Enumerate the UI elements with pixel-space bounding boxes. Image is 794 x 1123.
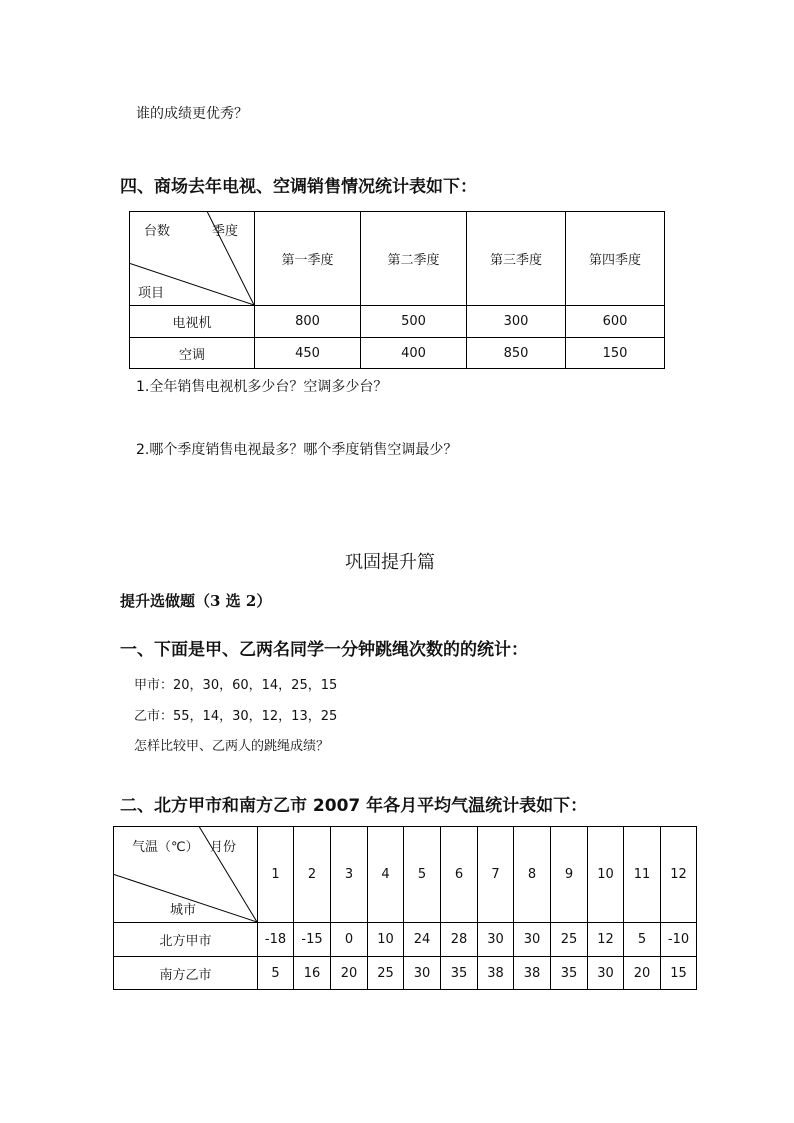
table-cell: 38 (478, 957, 514, 990)
sales-table (129, 211, 665, 369)
table-cell: 35 (551, 957, 588, 990)
table-cell: -15 (294, 923, 331, 957)
table-cell: 28 (441, 923, 478, 957)
section4-question-2: 2.哪个季度销售电视最多？哪个季度销售空调最少？ (136, 442, 458, 458)
table-cell: 0 (331, 923, 368, 957)
section2-heading: 二、北方甲市和南方乙市 2007 年各月平均气温统计表如下： (120, 796, 588, 816)
month-header: 11 (624, 827, 661, 923)
table-cell: -18 (258, 923, 294, 957)
section1-heading: 一、下面是甲、乙两名同学一分钟跳绳次数的的统计： (120, 640, 528, 660)
part-title: 巩固提升篇 (345, 552, 435, 573)
table-row (130, 306, 665, 338)
table-cell: 450 (255, 338, 361, 369)
section1-question: 怎样比较甲、乙两人的跳绳成绩？ (134, 739, 330, 754)
table-cell: 12 (588, 923, 624, 957)
sales-corner-cell (130, 212, 255, 306)
temperature-table (113, 826, 697, 990)
month-header: 12 (661, 827, 697, 923)
table-cell: 20 (331, 957, 368, 990)
table-row (114, 923, 697, 957)
table-cell: 20 (624, 957, 661, 990)
table-cell: 16 (294, 957, 331, 990)
table-cell: 300 (467, 306, 566, 338)
sales-corner-top-right: 季度 (212, 224, 239, 239)
row-label: 南方乙市 (114, 957, 258, 990)
table-cell: 5 (624, 923, 661, 957)
table-cell: 5 (258, 957, 294, 990)
month-header: 3 (331, 827, 368, 923)
table-cell: 35 (441, 957, 478, 990)
table-cell: 15 (661, 957, 697, 990)
table-cell: 400 (361, 338, 467, 369)
table-cell: 25 (368, 957, 404, 990)
table-cell: 500 (361, 306, 467, 338)
month-header: 5 (404, 827, 441, 923)
sales-column-header: 第二季度 (361, 212, 467, 306)
table-cell: 30 (588, 957, 624, 990)
table-cell: 600 (566, 306, 665, 338)
sales-column-header: 第四季度 (566, 212, 665, 306)
row-label: 空调 (130, 338, 255, 369)
table-cell: 30 (478, 923, 514, 957)
table-cell: -10 (661, 923, 697, 957)
temperature-corner-cell (114, 827, 258, 923)
month-header: 10 (588, 827, 624, 923)
month-header: 9 (551, 827, 588, 923)
sales-column-header: 第三季度 (467, 212, 566, 306)
table-row (130, 338, 665, 369)
temperature-corner-top-left: 气温（℃） (132, 840, 199, 855)
month-header: 7 (478, 827, 514, 923)
month-header: 4 (368, 827, 404, 923)
table-cell: 38 (514, 957, 551, 990)
table-cell: 24 (404, 923, 441, 957)
row-label: 北方甲市 (114, 923, 258, 957)
table-cell: 25 (551, 923, 588, 957)
table-cell: 10 (368, 923, 404, 957)
table-cell: 30 (514, 923, 551, 957)
sales-column-header: 第一季度 (255, 212, 361, 306)
month-header: 6 (441, 827, 478, 923)
temperature-corner-top-right: 月份 (210, 840, 237, 855)
table-cell: 150 (566, 338, 665, 369)
intro-question: 谁的成绩更优秀？ (136, 106, 248, 122)
table-cell: 850 (467, 338, 566, 369)
table-cell: 30 (404, 957, 441, 990)
temperature-corner-bottom: 城市 (170, 903, 197, 918)
month-header: 8 (514, 827, 551, 923)
month-header: 1 (258, 827, 294, 923)
section4-question-1: 1.全年销售电视机多少台？空调多少台？ (136, 379, 388, 395)
month-header: 2 (294, 827, 331, 923)
table-row (114, 957, 697, 990)
row-label: 电视机 (130, 306, 255, 338)
sub-title: 提升选做题（3 选 2） (120, 592, 272, 610)
section1-line-a: 甲市：20，30，60，14，25，15 (134, 678, 338, 693)
table-cell: 800 (255, 306, 361, 338)
section1-line-b: 乙市：55，14，30，12，13，25 (134, 709, 338, 724)
sales-corner-bottom: 项目 (138, 286, 165, 301)
section4-heading: 四、商场去年电视、空调销售情况统计表如下： (120, 177, 477, 197)
sales-corner-top-left: 台数 (144, 224, 171, 239)
